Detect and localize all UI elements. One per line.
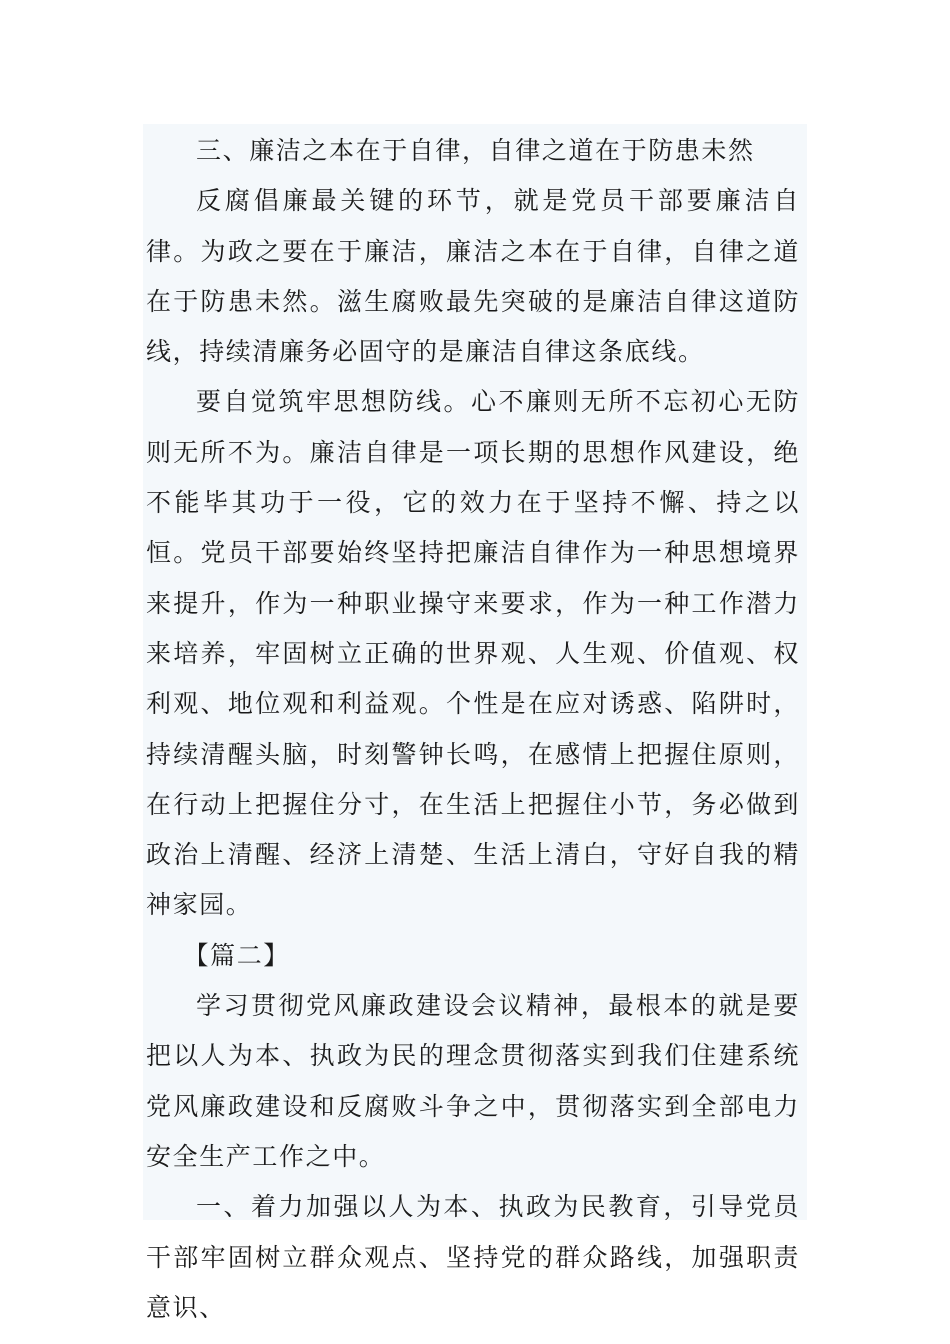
part-label: 【篇二】 bbox=[183, 940, 290, 970]
body-paragraph: 反腐倡廉最关键的环节，就是党员干部要廉洁自律。为政之要在于廉洁，廉洁之本在于自律，自律之道在于防患未然。滋生腐败最先突破的是廉洁自律这道防线，持续清廉务必固守的是廉洁自律这条底线。 bbox=[146, 186, 800, 367]
document-body bbox=[146, 126, 800, 1333]
body-paragraph: 一、着力加强以人为本、执政为民教育，引导党员干部牢固树立群众观点、坚持党的群众路线，加强职责意识、 bbox=[146, 1192, 800, 1322]
body-paragraph: 要自觉筑牢思想防线。心不廉则无所不忘初心无防则无所不为。廉洁自律是一项长期的思想作风建设，绝不能毕其功于一役，它的效力在于坚持不懈、持之以恒。党员干部要始终坚持把廉洁自律作为一种思想境界来提升，作为一种职业操守来要求，作为一种工作潜力来培养，牢固树立正确的世界观、人生观、价值观、权利观、地位观和利益观。个性是在应对诱惑、陷阱时，持续清醒头脑，时刻警钟长鸣，在感情上把握住原则，在行动上把握住分寸，在生活上把握住小节，务必做到政治上清醒、经济上清楚、生活上清白，守好自我的精神家园。 bbox=[146, 387, 800, 920]
body-paragraph: 学习贯彻党风廉政建设会议精神，最根本的就是要把以人为本、执政为民的理念贯彻落实到我们住建系统党风廉政建设和反腐败斗争之中，贯彻落实到全部电力安全生产工作之中。 bbox=[146, 991, 800, 1171]
section-heading: 三、廉洁之本在于自律，自律之道在于防患未然 bbox=[196, 136, 755, 165]
